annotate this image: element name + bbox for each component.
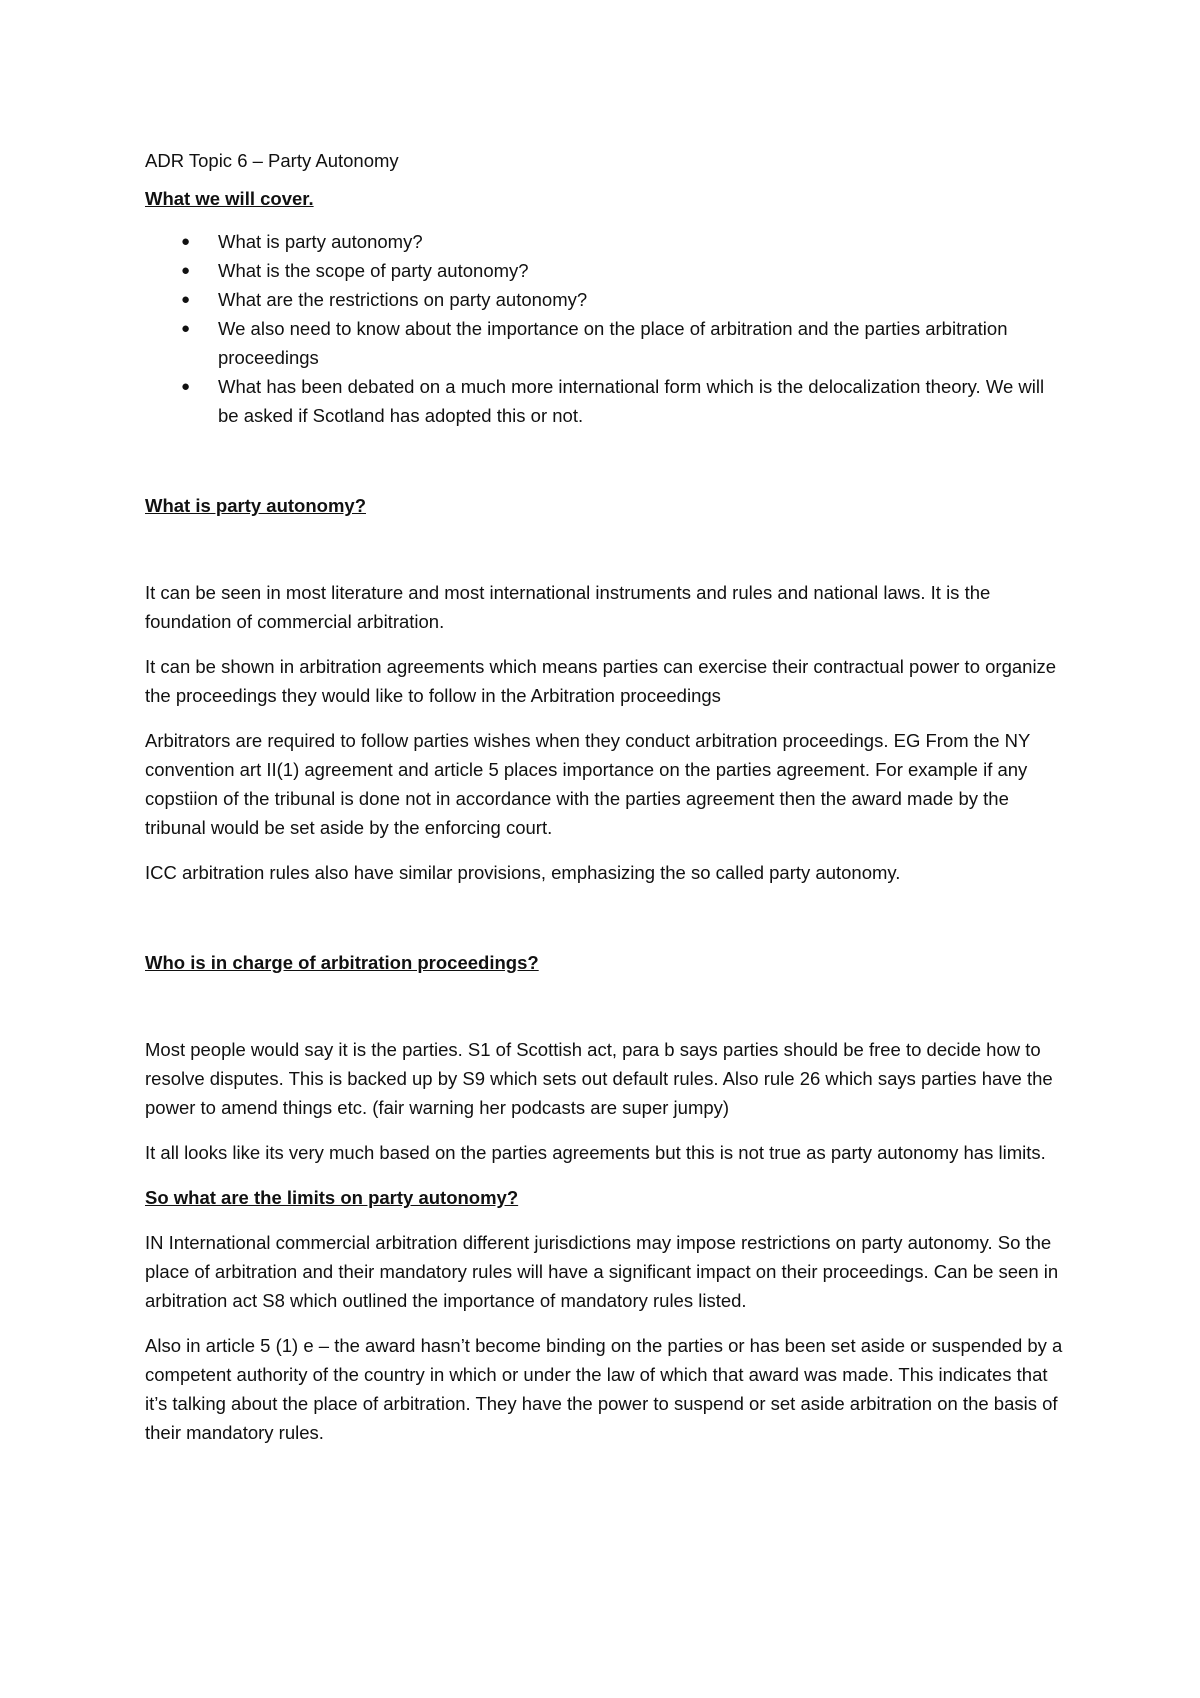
cover-list — [145, 227, 1065, 430]
list-item: ● What are the restrictions on party autonomy? — [145, 285, 1065, 314]
section-heading-party-autonomy: What is party autonomy? — [145, 495, 366, 516]
bullet-icon: ● — [181, 262, 191, 279]
cover-heading: What we will cover. — [145, 188, 314, 209]
list-item: ● What has been debated on a much more international form which is the delocalization theory. We will be asked if Scotland has adopted this or not. — [145, 372, 1065, 430]
bullet-icon: ● — [181, 291, 191, 308]
bullet-icon: ● — [181, 233, 191, 250]
paragraph: Most people would say it is the parties. S1 of Scottish act, para b says parties should be free to decide how to resolve disputes. This is backed up by S9 which sets out default rules. Also rule 26 which says parties have the power to amend things etc. (fair warning her podcasts are super jumpy) — [145, 1039, 1053, 1118]
paragraph: It can be seen in most literature and most international instruments and rules and national laws. It is the foundation of commercial arbitration. — [145, 582, 991, 632]
section-heading-in-charge: Who is in charge of arbitration proceedings? — [145, 952, 539, 973]
paragraph: Also in article 5 (1) e – the award hasn’t become binding on the parties or has been set aside or suspended by a competent authority of the country in which or under the law of which that award was made. This indicates that it’s talking about the place of arbitration. They have the power to suspend or set aside arbitration on the basis of their mandatory rules. — [145, 1335, 1063, 1443]
paragraph: ICC arbitration rules also have similar provisions, emphasizing the so called party autonomy. — [145, 862, 901, 883]
paragraph: IN International commercial arbitration different jurisdictions may impose restrictions on party autonomy. So the place of arbitration and their mandatory rules will have a significant impact on their proceedings. Can be seen in arbitration act S8 which outlined the importance of mandatory rules listed. — [145, 1232, 1059, 1311]
document-page — [145, 146, 1065, 1463]
bullet-icon: ● — [181, 378, 191, 395]
list-item: ● What is party autonomy? — [145, 227, 1065, 256]
list-item: ● We also need to know about the importance on the place of arbitration and the parties arbitration proceedings — [145, 314, 1065, 372]
bullet-icon: ● — [181, 320, 191, 337]
list-item: ● What is the scope of party autonomy? — [145, 256, 1065, 285]
section-heading-limits: So what are the limits on party autonomy? — [145, 1187, 519, 1208]
paragraph: Arbitrators are required to follow parties wishes when they conduct arbitration proceedings. EG From the NY convention art II(1) agreement and article 5 places importance on the parties agreement. For example if any copstiion of the tribunal is done not in accordance with the parties agreement then the award made by the tribunal would be set aside by the enforcing court. — [145, 730, 1031, 838]
paragraph: It can be shown in arbitration agreements which means parties can exercise their contractual power to organize the proceedings they would like to follow in the Arbitration proceedings — [145, 656, 1057, 706]
document-title: ADR Topic 6 – Party Autonomy — [145, 150, 399, 171]
paragraph: It all looks like its very much based on the parties agreements but this is not true as party autonomy has limits. — [145, 1142, 1046, 1163]
